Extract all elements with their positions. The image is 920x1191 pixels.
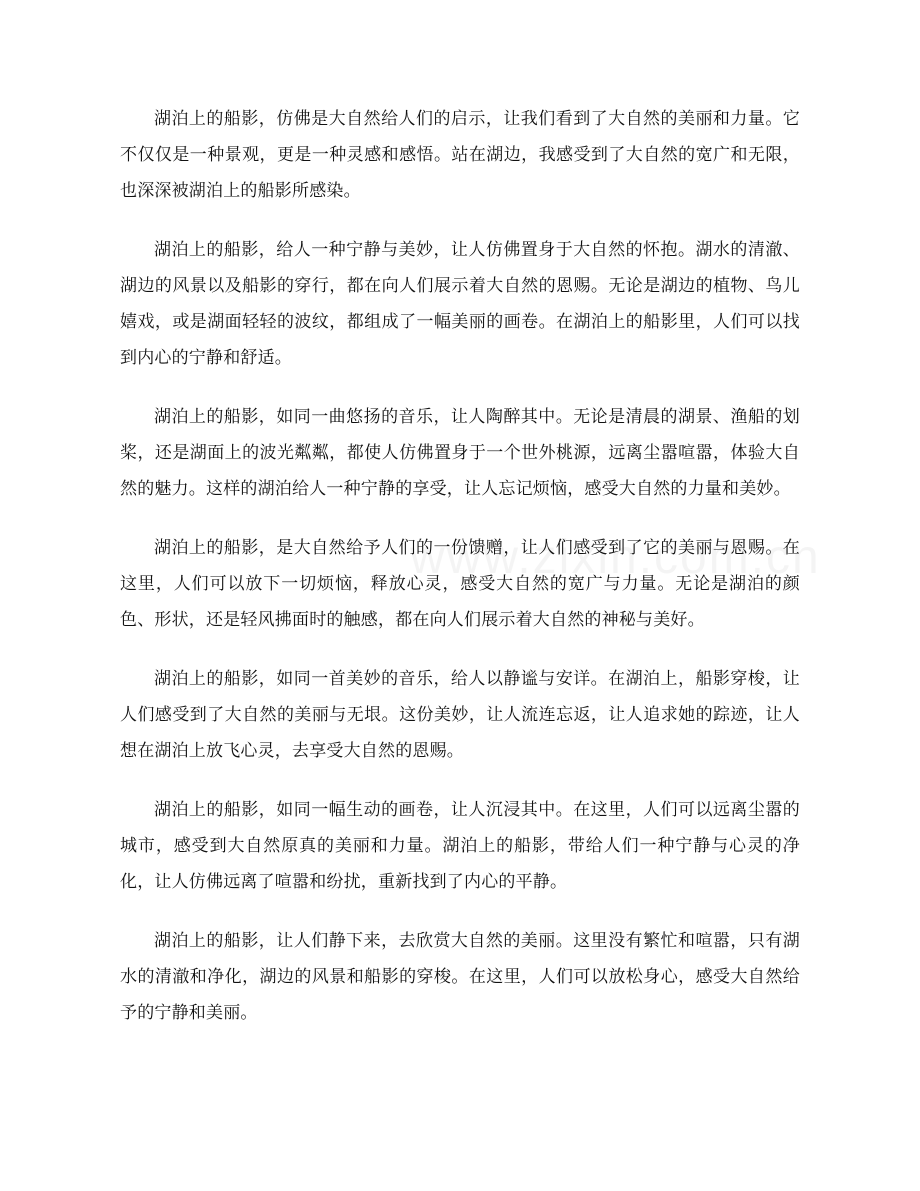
paragraph-5: 湖泊上的船影，如同一首美妙的音乐，给人以静谧与安详。在湖泊上，船影穿梭，让人们感受到了大自然的美丽与无垠。这份美妙，让人流连忘返，让人追求她的踪迹，让人想在湖泊上放飞心灵，去享受大自然的恩赐。 <box>120 669 800 761</box>
document-body <box>120 101 800 1054</box>
paragraph-7: 湖泊上的船影，让人们静下来，去欣赏大自然的美丽。这里没有繁忙和喧嚣，只有湖水的清澈和净化，湖边的风景和船影的穿梭。在这里，人们可以放松身心，感受大自然给予的宁静和美丽。 <box>120 931 800 1023</box>
paragraph-6: 湖泊上的船影，如同一幅生动的画卷，让人沉浸其中。在这里，人们可以远离尘嚣的城市，感受到大自然原真的美丽和力量。湖泊上的船影，带给人们一种宁静与心灵的净化，让人仿佛远离了喧嚣和纷扰，重新找到了内心的平静。 <box>120 800 800 892</box>
paragraph-3: 湖泊上的船影，如同一曲悠扬的音乐，让人陶醉其中。无论是清晨的湖景、渔船的划桨，还是湖面上的波光粼粼，都使人仿佛置身于一个世外桃源，远离尘嚣喧嚣，体验大自然的魅力。这样的湖泊给人一种宁静的享受，让人忘记烦恼，感受大自然的力量和美妙。 <box>120 407 800 499</box>
paragraph-2: 湖泊上的船影，给人一种宁静与美妙，让人仿佛置身于大自然的怀抱。湖水的清澈、湖边的风景以及船影的穿行，都在向人们展示着大自然的恩赐。无论是湖边的植物、鸟儿嬉戏，或是湖面轻轻的波纹，都组成了一幅美丽的画卷。在湖泊上的船影里，人们可以找到内心的宁静和舒适。 <box>120 240 800 368</box>
paragraph-1: 湖泊上的船影，仿佛是大自然给人们的启示，让我们看到了大自然的美丽和力量。它不仅仅是一种景观，更是一种灵感和感悟。站在湖边，我感受到了大自然的宽广和无限，也深深被湖泊上的船影所感染。 <box>120 109 800 201</box>
paragraph-4: 湖泊上的船影，是大自然给予人们的一份馈赠，让人们感受到了它的美丽与恩赐。在这里，人们可以放下一切烦恼，释放心灵，感受大自然的宽广与力量。无论是湖泊的颜色、形状，还是轻风拂面时的触感，都在向人们展示着大自然的神秘与美好。 <box>120 538 800 630</box>
